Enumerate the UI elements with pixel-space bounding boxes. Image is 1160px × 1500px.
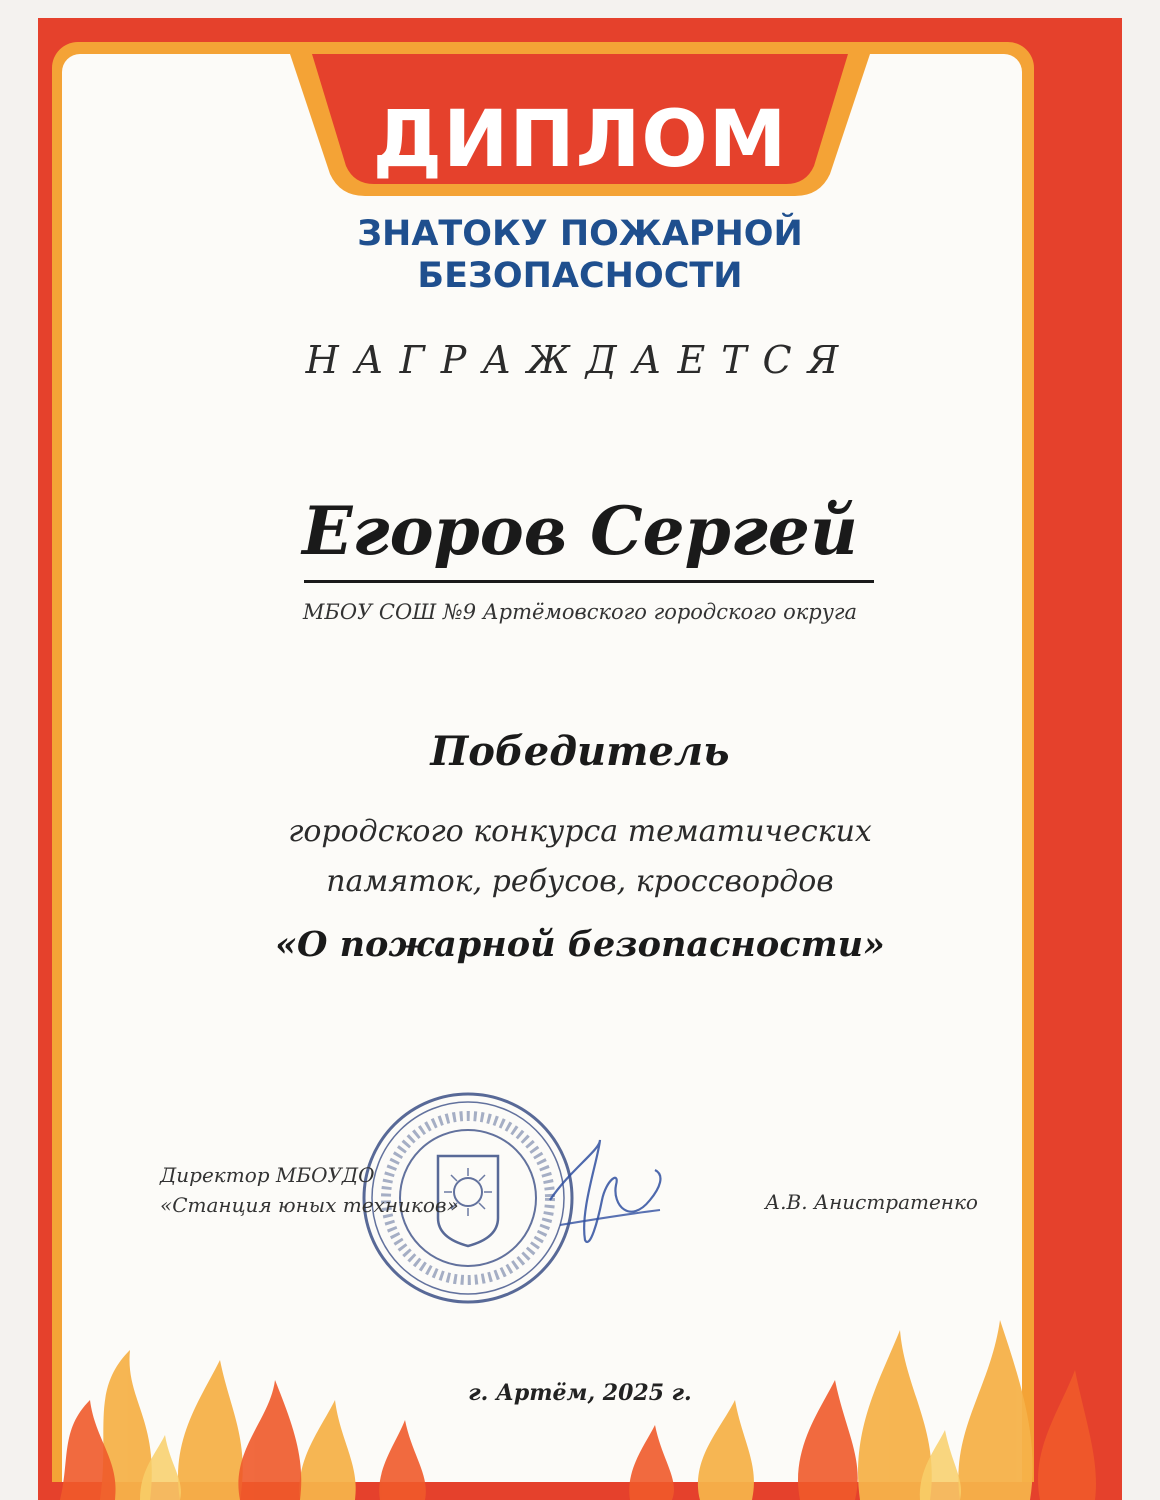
- contest-line-1: городского конкурса тематических: [288, 814, 872, 849]
- director-position: [160, 1160, 459, 1220]
- flames-decoration: [0, 1230, 1160, 1500]
- subtitle-line-2: БЕЗОПАСНОСТИ: [417, 256, 743, 296]
- recipient-name: Егоров Сергей: [302, 492, 858, 570]
- contest-line-2: памяток, ребусов, кроссвордов: [326, 864, 834, 899]
- subtitle-line-1: ЗНАТОКУ ПОЖАРНОЙ: [357, 214, 803, 254]
- place-and-year: г. Артём, 2025 г.: [468, 1380, 692, 1406]
- director-position-line-2: «Станция юных техников»: [160, 1193, 459, 1217]
- director-name: А.В. Анистратенко: [765, 1190, 978, 1214]
- recipient-underline: [304, 580, 874, 583]
- award-place: Победитель: [430, 728, 730, 775]
- contest-name: «О пожарной безопасности»: [275, 924, 885, 965]
- director-position-line-1: Директор МБОУДО: [160, 1163, 375, 1187]
- recipient-school: МБОУ СОШ №9 Артёмовского городского округа: [302, 600, 858, 624]
- awarded-heading: НАГРАЖДАЕТСЯ: [305, 338, 855, 382]
- diploma-title: ДИПЛОМ: [372, 95, 788, 185]
- signature: [540, 1130, 680, 1260]
